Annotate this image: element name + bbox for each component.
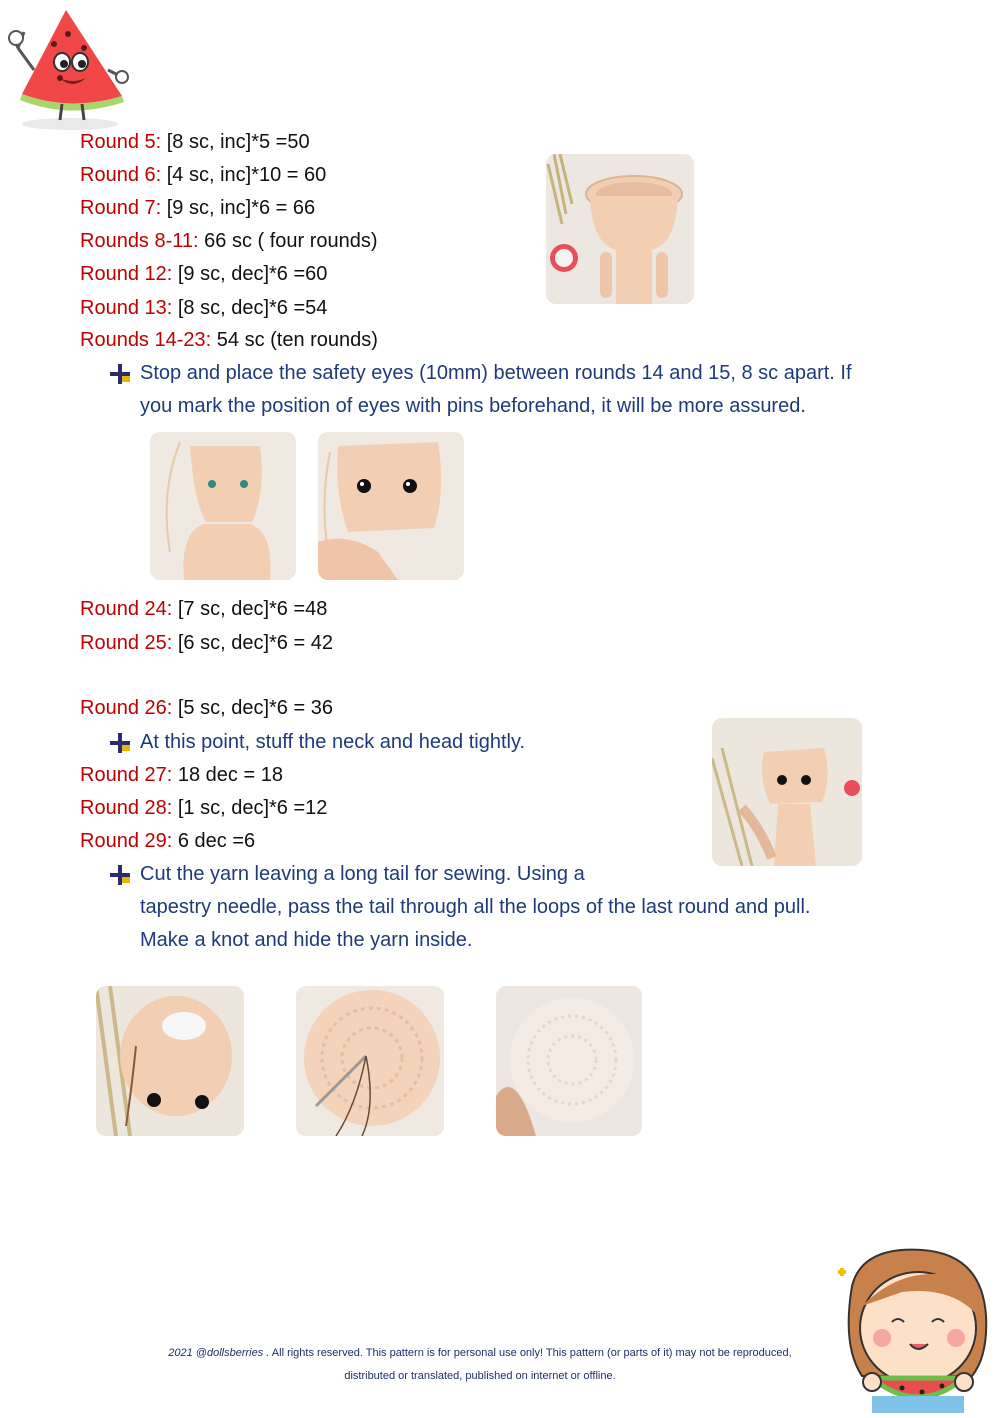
footer-distribution-text: distributed or translated, published on internet or offline.: [344, 1370, 616, 1382]
round-instruction: [7 sc, dec]*6 =48: [172, 598, 328, 620]
note-eyes-line-2: you mark the position of eyes with pins beforehand, it will be more assured.: [140, 395, 806, 417]
round-instruction: [8 sc, dec]*6 =54: [172, 297, 328, 319]
round-label: Round 27:: [80, 764, 173, 786]
round-instruction: 66 sc ( four rounds): [198, 230, 378, 252]
round-5-line: [80, 130, 310, 154]
round-6-line: [80, 163, 326, 187]
footer-copyright: [0, 1347, 960, 1359]
round-label: Rounds 8-11:: [80, 230, 199, 252]
photo-sewing-closed: [296, 986, 444, 1136]
photo-open-head: [546, 154, 694, 304]
round-label: Round 24:: [80, 598, 173, 620]
round-27-line: [80, 763, 283, 787]
girl-watermelon-mascot: [832, 1246, 992, 1413]
round-instruction: 18 dec = 18: [172, 764, 283, 786]
note-finish-line-3: Make a knot and hide the yarn inside.: [140, 929, 473, 951]
note-eyes-line-1: Stop and place the safety eyes (10mm) between rounds 14 and 15, 8 sc apart. If: [140, 362, 852, 384]
round-label: Round 25:: [80, 632, 173, 654]
round-label: Round 12:: [80, 263, 173, 285]
round-instruction: [4 sc, inc]*10 = 60: [161, 164, 327, 186]
round-instruction: [9 sc, inc]*6 = 66: [161, 197, 316, 219]
photo-stuffed-head: [712, 718, 862, 866]
round-13-line: [80, 296, 327, 320]
plus-bullet-icon: [108, 731, 132, 755]
round-instruction: [5 sc, dec]*6 = 36: [172, 697, 333, 719]
round-instruction: [1 sc, dec]*6 =12: [172, 797, 328, 819]
round-instruction: 6 dec =6: [172, 830, 256, 852]
round-label: Round 28:: [80, 797, 173, 819]
round-label: Rounds 14-23:: [80, 329, 212, 351]
footer-rights-text: All rights reserved. This pattern is for personal use only! This pattern (or parts of it) may not be reproduced,: [269, 1347, 792, 1359]
round-7-line: [80, 196, 315, 220]
round-label: Round 29:: [80, 830, 173, 852]
round-12-line: [80, 262, 327, 286]
round-28-line: [80, 796, 327, 820]
round-instruction: 54 sc (ten rounds): [211, 329, 378, 351]
footer-credit: 2021 @dollsberries .: [168, 1347, 270, 1359]
round-label: Round 13:: [80, 297, 173, 319]
round-label: Round 5:: [80, 131, 162, 153]
round-26-line: [80, 696, 333, 720]
note-stuff-line: At this point, stuff the neck and head tightly.: [140, 731, 526, 753]
watermelon-mascot-logo: [4, 4, 134, 132]
round-label: Round 7:: [80, 197, 162, 219]
photo-finished-ball: [496, 986, 642, 1136]
rounds-14-23-line: [80, 328, 378, 352]
round-25-line: [80, 631, 333, 655]
round-instruction: [9 sc, dec]*6 =60: [172, 263, 328, 285]
plus-bullet-icon: [108, 863, 132, 887]
round-label: Round 6:: [80, 164, 162, 186]
note-finish-line-2: tapestry needle, pass the tail through all the loops of the last round and pull.: [140, 896, 811, 918]
plus-bullet-icon: [108, 362, 132, 386]
photo-eye-pins: [150, 432, 296, 580]
round-29-line: [80, 829, 255, 853]
rounds-8-11-line: [80, 229, 378, 253]
note-finish-line-1: Cut the yarn leaving a long tail for sewing. Using a: [140, 863, 585, 885]
photo-safety-eyes: [318, 432, 464, 580]
round-instruction: [6 sc, dec]*6 = 42: [172, 632, 333, 654]
round-24-line: [80, 597, 327, 621]
round-instruction: [8 sc, inc]*5 =50: [161, 131, 310, 153]
round-label: Round 26:: [80, 697, 173, 719]
photo-head-top-open: [96, 986, 244, 1136]
